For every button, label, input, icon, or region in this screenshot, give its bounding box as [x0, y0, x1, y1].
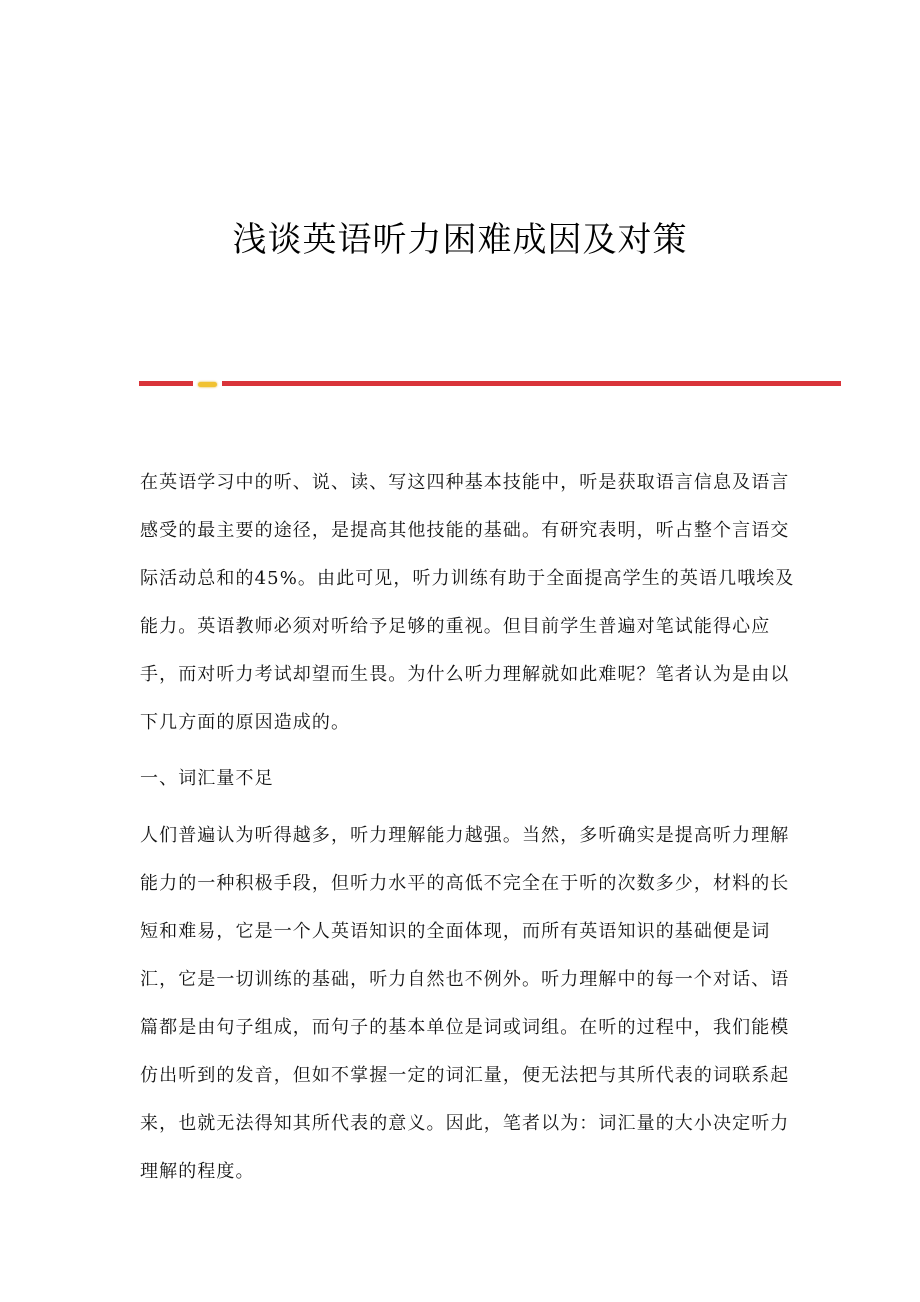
text-line: 感受的最主要的途径，是提高其他技能的基础。有研究表明，听占整个言语交 [140, 520, 790, 541]
text-line: 篇都是由句子组成，而句子的基本单位是词或词组。在听的过程中，我们能模 [140, 1017, 790, 1038]
text-line: 能力。英语教师必须对听给予足够的重视。但目前学生普遍对笔试能得心应 [140, 616, 771, 637]
text-line: 短和难易，它是一个人英语知识的全面体现，而所有英语知识的基础便是词 [140, 921, 771, 942]
text-line: 理解的程度。 [140, 1161, 255, 1182]
section-1-heading: 一、词汇量不足 [140, 768, 274, 789]
text-line: 在英语学习中的听、说、读、写这四种基本技能中，听是获取语言信息及语言 [140, 472, 790, 493]
text-line: 际活动总和的45%。由此可见，听力训练有助于全面提高学生的英语几哦埃及 [140, 568, 795, 589]
section-1-paragraph [140, 812, 789, 1196]
title-divider-right [222, 381, 841, 386]
text-line: 下几方面的原因造成的。 [140, 712, 351, 733]
document-title: 浅谈英语听力困难成因及对策 [232, 220, 688, 260]
text-line: 汇，它是一切训练的基础，听力自然也不例外。听力理解中的每一个对话、语 [140, 969, 790, 990]
text-line: 人们普遍认为听得越多，听力理解能力越强。当然，多听确实是提高听力理解 [140, 825, 790, 846]
divider-ornament [198, 382, 217, 387]
intro-paragraph [140, 459, 795, 747]
title-divider-left [139, 381, 193, 386]
text-line: 来，也就无法得知其所代表的意义。因此，笔者以为：词汇量的大小决定听力 [140, 1113, 790, 1134]
text-line: 仿出听到的发音，但如不掌握一定的词汇量，便无法把与其所代表的词联系起 [140, 1065, 790, 1086]
section-heading [140, 755, 274, 803]
text-line: 手，而对听力考试却望而生畏。为什么听力理解就如此难呢？笔者认为是由以 [140, 664, 790, 685]
text-line: 能力的一种积极手段，但听力水平的高低不完全在于听的次数多少，材料的长 [140, 873, 790, 894]
